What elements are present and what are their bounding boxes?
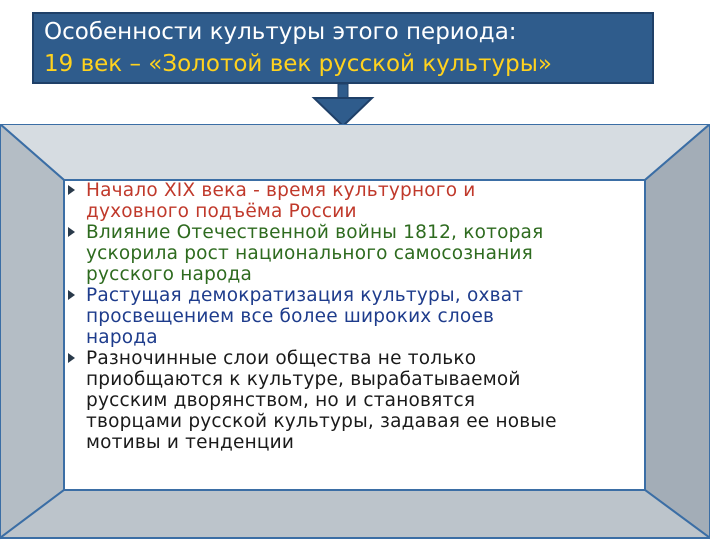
list-item [66,285,646,348]
triangle-bullet-icon [68,353,75,363]
list-item [66,180,646,222]
item-line: Растущая демократизация культуры, охват [86,285,524,306]
bullet-list-area [66,180,646,490]
item-line: ускорила рост национального самосознания [86,243,533,264]
item-line: просвещением все более широких слоев [86,306,495,327]
title-line-2: 19 век – «Золотой век русской культуры» [44,51,552,77]
title-line-1: Особенности культуры этого периода: [44,19,517,45]
item-line: духовного подъёма России [86,201,357,222]
item-line: мотивы и тенденции [86,432,295,453]
bullet-list [66,180,646,453]
item-line: приобщаются к культуре, вырабатываемой [86,369,521,390]
list-item [66,348,646,453]
item-line: творцами русской культуры, задавая ее новые [86,411,557,432]
list-item [66,222,646,285]
item-line: Разночинные слои общества не только [86,348,477,369]
item-line: русского народа [86,264,253,285]
item-line: Начало XIX века - время культурного и [86,180,476,201]
item-line: народа [86,327,158,348]
item-line: Влияние Отечественной войны 1812, которая [86,222,544,243]
item-line: русским дворянством, но и становятся [86,390,476,411]
triangle-bullet-icon [68,290,75,300]
triangle-bullet-icon [68,185,75,195]
triangle-bullet-icon [68,227,75,237]
title-box [32,12,654,84]
